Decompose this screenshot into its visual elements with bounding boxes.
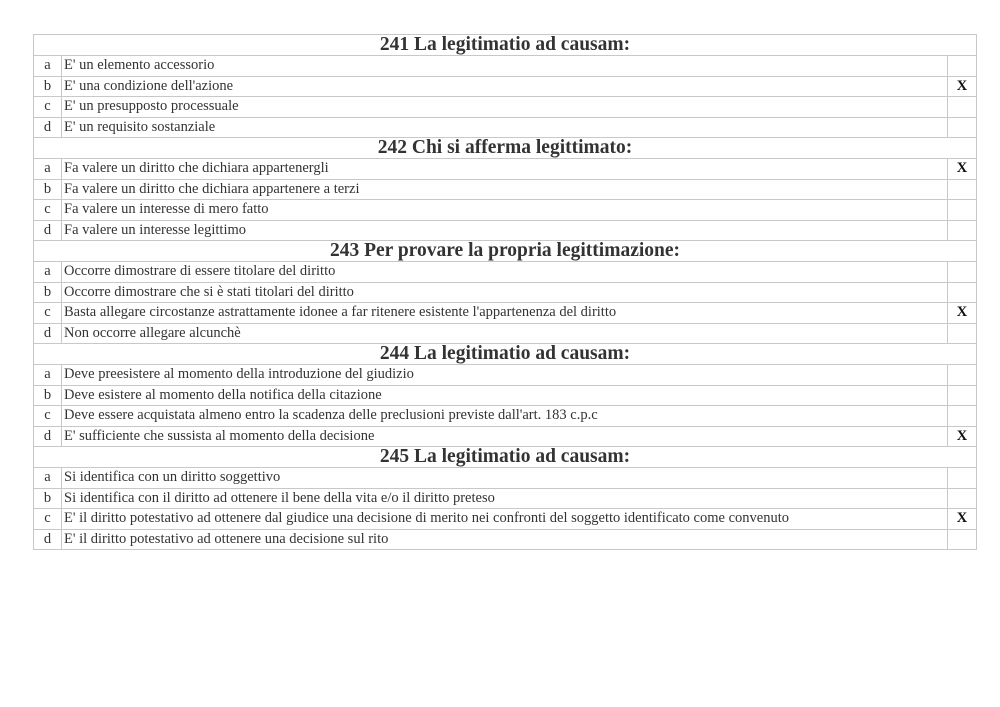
answer-row <box>34 76 977 97</box>
answer-text: Fa valere un interesse di mero fatto <box>62 200 948 221</box>
correct-answer-mark <box>947 220 976 241</box>
correct-answer-mark <box>947 406 976 427</box>
correct-answer-mark <box>947 468 976 489</box>
answer-row <box>34 488 977 509</box>
answer-text: E' un presupposto processuale <box>62 97 948 118</box>
answer-row <box>34 200 977 221</box>
answer-row <box>34 509 977 530</box>
question-header-row <box>34 138 977 159</box>
question-title: 243 Per provare la propria legittimazione: <box>34 241 977 262</box>
correct-answer-mark: X <box>947 426 976 447</box>
answer-row <box>34 220 977 241</box>
answer-row <box>34 406 977 427</box>
answer-letter: c <box>34 509 62 530</box>
answer-row <box>34 323 977 344</box>
answer-text: Occorre dimostrare di essere titolare del diritto <box>62 262 948 283</box>
answer-text: Fa valere un interesse legittimo <box>62 220 948 241</box>
answer-text: E' sufficiente che sussista al momento della decisione <box>62 426 948 447</box>
answer-letter: c <box>34 200 62 221</box>
correct-answer-mark <box>947 282 976 303</box>
answer-row <box>34 426 977 447</box>
answer-text: Fa valere un diritto che dichiara appartenergli <box>62 159 948 180</box>
correct-answer-mark <box>947 262 976 283</box>
question-header-row <box>34 241 977 262</box>
question-title: 242 Chi si afferma legittimato: <box>34 138 977 159</box>
quiz-table <box>33 34 977 550</box>
answer-letter: b <box>34 488 62 509</box>
answer-row <box>34 365 977 386</box>
correct-answer-mark <box>947 56 976 77</box>
answer-text: Deve essere acquistata almeno entro la scadenza delle preclusioni previste dall'art. 183 c.p.c <box>62 406 948 427</box>
answer-letter: c <box>34 406 62 427</box>
correct-answer-mark <box>947 179 976 200</box>
answer-text: Fa valere un diritto che dichiara appartenere a terzi <box>62 179 948 200</box>
answer-letter: b <box>34 385 62 406</box>
answer-row <box>34 262 977 283</box>
correct-answer-mark: X <box>947 159 976 180</box>
question-title: 244 La legitimatio ad causam: <box>34 344 977 365</box>
quiz-body <box>34 35 977 550</box>
correct-answer-mark <box>947 97 976 118</box>
answer-letter: b <box>34 179 62 200</box>
quiz-document <box>33 34 977 550</box>
answer-letter: b <box>34 76 62 97</box>
answer-letter: c <box>34 303 62 324</box>
answer-letter: d <box>34 220 62 241</box>
answer-text: Deve preesistere al momento della introduzione del giudizio <box>62 365 948 386</box>
answer-row <box>34 179 977 200</box>
answer-letter: d <box>34 426 62 447</box>
answer-letter: d <box>34 117 62 138</box>
answer-row <box>34 282 977 303</box>
answer-row <box>34 303 977 324</box>
correct-answer-mark: X <box>947 303 976 324</box>
answer-text: E' una condizione dell'azione <box>62 76 948 97</box>
question-title: 245 La legitimatio ad causam: <box>34 447 977 468</box>
correct-answer-mark <box>947 488 976 509</box>
answer-letter: d <box>34 323 62 344</box>
answer-letter: a <box>34 159 62 180</box>
answer-text: E' un requisito sostanziale <box>62 117 948 138</box>
question-header-row <box>34 35 977 56</box>
answer-letter: d <box>34 529 62 550</box>
answer-row <box>34 117 977 138</box>
answer-text: Non occorre allegare alcunchè <box>62 323 948 344</box>
answer-letter: b <box>34 282 62 303</box>
answer-row <box>34 468 977 489</box>
answer-text: Basta allegare circostanze astrattamente idonee a far ritenere esistente l'appartenenza del diritto <box>62 303 948 324</box>
answer-letter: a <box>34 365 62 386</box>
answer-text: Deve esistere al momento della notifica della citazione <box>62 385 948 406</box>
correct-answer-mark <box>947 365 976 386</box>
answer-letter: c <box>34 97 62 118</box>
answer-text: E' il diritto potestativo ad ottenere una decisione sul rito <box>62 529 948 550</box>
correct-answer-mark <box>947 117 976 138</box>
answer-text: Si identifica con il diritto ad ottenere il bene della vita e/o il diritto preteso <box>62 488 948 509</box>
correct-answer-mark <box>947 529 976 550</box>
answer-letter: a <box>34 262 62 283</box>
answer-letter: a <box>34 56 62 77</box>
answer-text: E' un elemento accessorio <box>62 56 948 77</box>
correct-answer-mark <box>947 200 976 221</box>
question-header-row <box>34 344 977 365</box>
answer-row <box>34 97 977 118</box>
question-header-row <box>34 447 977 468</box>
answer-row <box>34 56 977 77</box>
correct-answer-mark: X <box>947 76 976 97</box>
answer-row <box>34 385 977 406</box>
answer-text: Si identifica con un diritto soggettivo <box>62 468 948 489</box>
correct-answer-mark <box>947 385 976 406</box>
answer-text: E' il diritto potestativo ad ottenere dal giudice una decisione di merito nei confronti del soggetto identificato come convenuto <box>62 509 948 530</box>
correct-answer-mark <box>947 323 976 344</box>
answer-letter: a <box>34 468 62 489</box>
answer-row <box>34 159 977 180</box>
answer-text: Occorre dimostrare che si è stati titolari del diritto <box>62 282 948 303</box>
question-title: 241 La legitimatio ad causam: <box>34 35 977 56</box>
answer-row <box>34 529 977 550</box>
correct-answer-mark: X <box>947 509 976 530</box>
